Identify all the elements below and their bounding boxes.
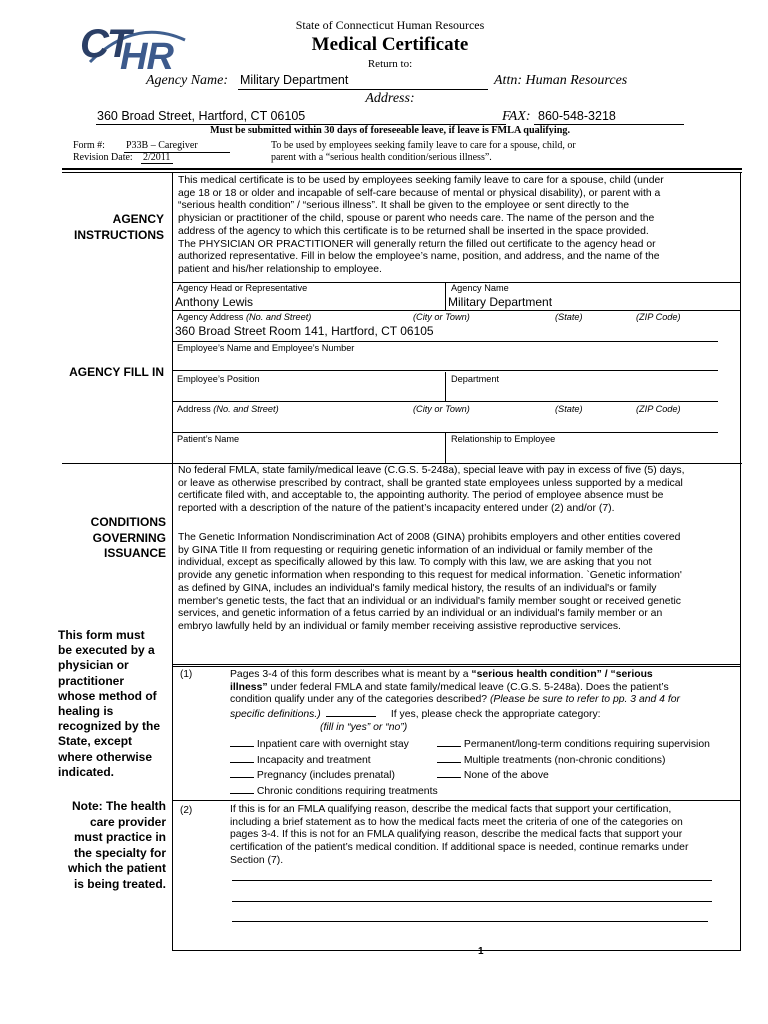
- checkbox-none[interactable]: [437, 768, 461, 778]
- execution-note-line: where otherwise: [58, 749, 153, 764]
- checkbox-multiple-treatments[interactable]: [437, 753, 461, 763]
- logo-hr: HR: [120, 36, 173, 78]
- instructions-line: “serious health condition” / “serious illness”. It shall be given to the employee or sent directly to the: [178, 200, 630, 212]
- specialty-note: [50, 799, 166, 892]
- agency-name-label: Agency Name:: [146, 73, 229, 88]
- agency-head-label: Agency Head or Representative: [177, 283, 308, 293]
- agency-instructions-text: [178, 175, 738, 277]
- conditions-p2-line: services, and genetic information of a fetus carried by an individual or an individual's family member or an: [178, 608, 663, 620]
- conditions-p2-line: by GINA Title II from requesting or requiring genetic information of an individual or family member of the: [178, 544, 653, 556]
- conditions-p1-line: or leave as otherwise prescribed by contract, shall be granted state employees unless supported by a medical: [178, 477, 683, 489]
- agency-city-label: (City or Town): [413, 312, 470, 322]
- execution-note-line: This form must: [58, 628, 145, 642]
- execution-note-line: be executed by a: [58, 643, 155, 658]
- specialty-note-line: Note: The health: [71, 799, 166, 813]
- specialty-note-line: care provider: [89, 814, 166, 829]
- q2-answer-line-2[interactable]: [232, 901, 712, 902]
- q1-text: Pages 3-4 of this form describes what is meant by a “serious health condition” / “serious illness” under federal FMLA and state family/medical leave (C.G.S. 5-248a). Does the patient’s condition qualify under any of the categories described? (Please be sure to refer to pp. 3 and 4 for specific definitions.) If yes, please check the appropriate category: (fill in “yes” or “no”): [230, 669, 680, 733]
- department-label: Department: [451, 374, 500, 384]
- address-value[interactable]: 360 Broad Street, Hartford, CT 06105: [97, 109, 306, 123]
- q1-options: Inpatient care with overnight stay Permanent/long-term conditions requiring supervision Incapacity and treatment Multiple treatments (non-chronic conditions) Pregnancy (includes prenatal) None of the above Chronic conditions requiring treatments: [230, 737, 750, 799]
- q2-answer-line-1[interactable]: [232, 880, 712, 881]
- instructions-line: address of the agency to which this certificate is to be returned shall be inserted in the space provided.: [178, 225, 649, 237]
- instructions-line: authorized representative. Fill in below the employee’s name, position, and address, and the name of the: [178, 251, 660, 263]
- q2-line: certification of the patient’s medical condition. If additional space is needed, continue remarks under: [230, 842, 689, 854]
- q2-text: [230, 804, 740, 868]
- instructions-line: age 18 or 18 or older and incapable of self-care because of mental or physical disability), or parent with a: [178, 187, 661, 199]
- agency-state-label: (State): [555, 312, 583, 322]
- q2-line: including a brief statement as to how the medical facts meet the criteria of one of the categories on: [230, 816, 683, 828]
- checkbox-chronic[interactable]: [230, 784, 254, 794]
- checkbox-permanent[interactable]: [437, 737, 461, 747]
- specialty-note-line: the specialty for: [73, 845, 166, 860]
- q2-number: (2): [180, 805, 193, 816]
- execution-note-line: practitioner: [58, 673, 125, 688]
- agency-address-label: Agency Address (No. and Street): [177, 312, 312, 322]
- execution-note-line: healing is: [58, 704, 114, 719]
- conditions-p2-line: as defined by GINA, includes an individual's family medical history, the results of an individual's or family: [178, 582, 657, 594]
- agency-name-field-label: Agency Name: [451, 283, 509, 293]
- section-conditions-governing-issuance: CONDITIONS GOVERNING ISSUANCE: [90, 515, 166, 560]
- conditions-paragraph-1: [178, 465, 740, 516]
- revision-date-label: Revision Date:: [73, 152, 133, 163]
- page-number: 1: [478, 946, 484, 957]
- conditions-p1-line: No federal FMLA, state family/medical leave (C.G.S. 5-248a), special leave with pay in excess of five (5) days,: [178, 465, 685, 476]
- qualify-yes-no-field[interactable]: [326, 707, 376, 717]
- form-purpose-line-1: To be used by employees seeking family leave to care for a spouse, child, or: [271, 140, 576, 151]
- conditions-paragraph-2: [178, 532, 740, 634]
- conditions-p2-line: embryo lawfully held by an individual or family member receiving assistive reproductive services.: [178, 620, 621, 632]
- specialty-note-line: which the patient: [67, 861, 166, 875]
- address-label: Address:: [365, 91, 415, 106]
- execution-note-line: physician or: [58, 658, 129, 673]
- q2-answer-line-3[interactable]: [232, 921, 708, 922]
- return-to: Return to:: [367, 58, 413, 70]
- q2-line: pages 3-4. If this is not for an FMLA qualifying reason, describe the medical facts that support your: [230, 829, 683, 841]
- q1-number: (1): [180, 669, 193, 680]
- execution-note-line: recognized by the: [58, 719, 161, 734]
- agency-name-field-value[interactable]: Military Department: [448, 295, 553, 309]
- zip-label: (ZIP Code): [636, 404, 681, 414]
- conditions-p1-line: reported with a description of the nature of the patient’s incapacity entered under (2) and/or (7).: [178, 503, 615, 515]
- form-number-label: Form #:: [73, 140, 105, 151]
- employee-name-label: Employee’s Name and Employee’s Number: [177, 343, 355, 353]
- submission-notice: Must be submitted within 30 days of foreseeable leave, if leave is FMLA qualifying.: [209, 125, 571, 136]
- revision-date-value: 2/2011: [143, 152, 171, 163]
- checkbox-incapacity[interactable]: [230, 753, 254, 763]
- agency-address-value[interactable]: 360 Broad Street Room 141, Hartford, CT 06105: [175, 324, 434, 338]
- employee-position-label: Employee’s Position: [177, 374, 260, 384]
- checkbox-pregnancy[interactable]: [230, 768, 254, 778]
- page-title: Medical Certificate: [311, 34, 469, 55]
- agency-zip-label: (ZIP Code): [636, 312, 681, 322]
- section-agency-fill-in: AGENCY FILL IN: [69, 365, 164, 379]
- conditions-p2-line: The Genetic Information Nondiscrimination Act of 2008 (GINA) prohibits employers and other entities covered: [178, 532, 681, 543]
- relationship-label: Relationship to Employee: [451, 434, 556, 444]
- specialty-note-line: must practice in: [73, 830, 166, 844]
- state-label: (State): [555, 404, 583, 414]
- instructions-line: patient and his/her relationship to employee.: [178, 263, 382, 275]
- agency-head-value[interactable]: Anthony Lewis: [175, 295, 254, 309]
- city-label: (City or Town): [413, 404, 470, 414]
- state-agency-line: State of Connecticut Human Resources: [295, 18, 485, 32]
- instructions-line: The PHYSICIAN OR PRACTITIONER will generally return the filled out certificate to the agency head or: [178, 238, 656, 250]
- address-field-label: Address (No. and Street): [177, 404, 279, 414]
- specialty-note-line: is being treated.: [73, 876, 166, 891]
- conditions-p2-line: provide any genetic information when responding to this request for medical information. `Genetic information': [178, 570, 682, 582]
- patient-name-label: Patient’s Name: [177, 434, 240, 444]
- logo-ct: CT: [80, 22, 130, 66]
- instructions-line: This medical certificate is to be used by employees seeking family leave to care for a spouse, child (under: [178, 175, 664, 186]
- conditions-p2-line: member's genetic tests, the fact that an individual or an individual's family member sought or received genetic: [178, 595, 681, 607]
- conditions-p2-line: individual, except as specifically allowed by this law. To comply with this law, we are asking that you not: [178, 557, 652, 569]
- fax-value[interactable]: 860-548-3218: [538, 109, 616, 123]
- execution-note: [58, 628, 170, 780]
- q2-line: If this is for an FMLA qualifying reason, describe the medical facts that support your certification,: [230, 804, 672, 815]
- checkbox-inpatient[interactable]: [230, 737, 254, 747]
- agency-name-value[interactable]: Military Department: [240, 73, 349, 87]
- execution-note-line: indicated.: [58, 764, 115, 779]
- instructions-line: physician or practitioner of the child, spouse or parent who needs care. The name of the person and the: [178, 213, 655, 225]
- execution-note-line: whose method of: [58, 688, 157, 703]
- form-number-value: P33B – Caregiver: [126, 140, 198, 151]
- attn-human-resources: Attn: Human Resources: [494, 73, 628, 88]
- section-agency-instructions: AGENCY INSTRUCTIONS: [74, 212, 164, 242]
- q2-line: Section (7).: [230, 854, 284, 866]
- execution-note-line: State, except: [58, 734, 133, 749]
- conditions-p1-line: certificate filed with, and acceptable to, the appointing authority. The period of employee absence must be: [178, 490, 664, 502]
- form-purpose-line-2: parent with a “serious health condition/serious illness”.: [271, 152, 492, 163]
- fax-label: FAX:: [502, 109, 531, 124]
